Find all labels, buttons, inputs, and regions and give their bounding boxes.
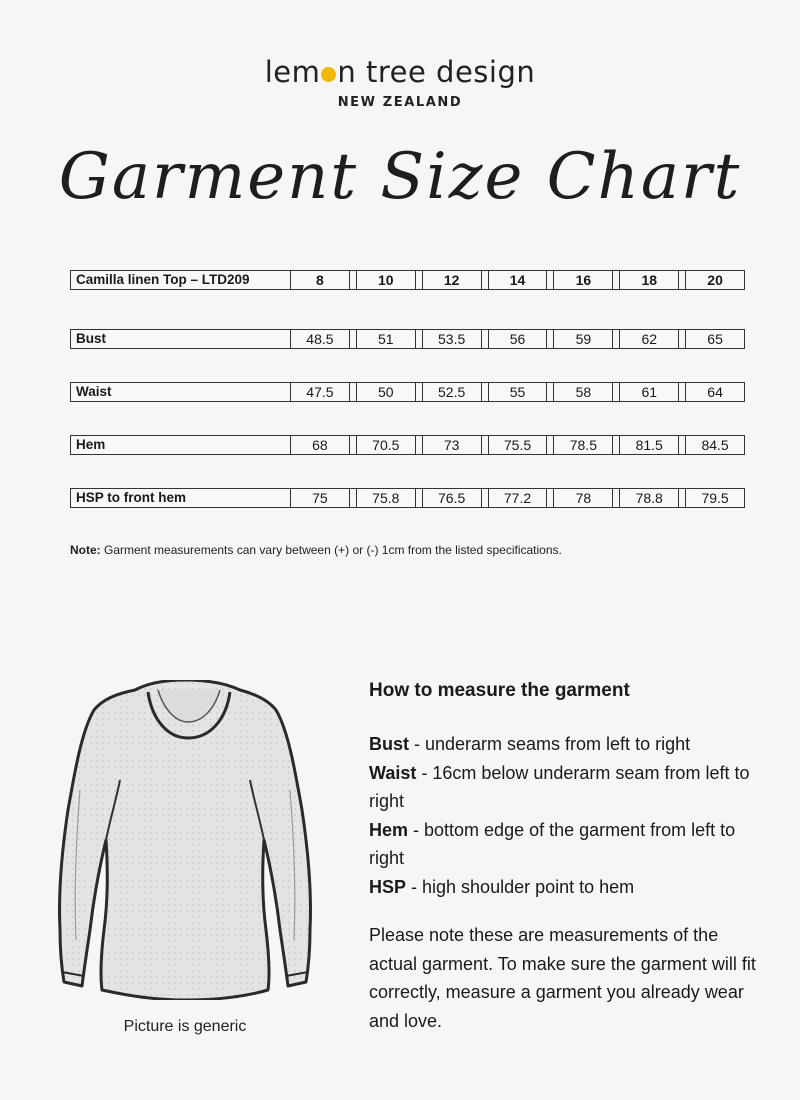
product-label: Camilla linen Top – LTD209: [71, 271, 291, 289]
table-cell: 70.5: [357, 436, 416, 454]
row-label: Bust: [71, 330, 291, 348]
table-cell: 73: [423, 436, 482, 454]
table-cell: 79.5: [701, 490, 729, 506]
brand-name-part2: n tree design: [337, 55, 536, 89]
brand-subtitle: NEW ZEALAND: [337, 95, 463, 110]
measurement-instructions: [369, 680, 769, 1035]
table-cell: 58: [554, 383, 613, 401]
table-cell: 76.5: [423, 489, 482, 507]
table-cell: 65: [707, 331, 723, 347]
page-title: Garment Size Chart: [58, 140, 742, 214]
table-cell: 78: [554, 489, 613, 507]
instructions-paragraph: Please note these are measurements of the actual garment. To make sure the garment will fit correctly, measure a garment you already wear and love.: [369, 925, 756, 1031]
brand-name-part1: lem: [264, 55, 321, 89]
size-header-cell: 12: [423, 271, 482, 289]
table-row: [70, 329, 745, 349]
table-cell: 47.5: [291, 383, 350, 401]
table-cell: 75: [291, 489, 350, 507]
size-header-cell: 10: [357, 271, 416, 289]
table-cell: 78.5: [554, 436, 613, 454]
table-cell: 55: [489, 383, 548, 401]
table-cell: 59: [554, 330, 613, 348]
instruction-item: [369, 759, 769, 816]
brand-header: [0, 55, 800, 110]
brand-logo: [264, 55, 536, 89]
long-sleeve-top-icon: [40, 680, 330, 1000]
table-cell: 50: [357, 383, 416, 401]
size-header-cell: 18: [620, 271, 679, 289]
instruction-term: Hem: [369, 819, 409, 840]
instruction-term: Waist: [369, 762, 417, 783]
instruction-item: [369, 873, 769, 902]
table-cell: 56: [489, 330, 548, 348]
instruction-desc: - underarm seams from left to right: [409, 734, 691, 754]
instruction-item: [369, 730, 769, 759]
instruction-desc: - high shoulder point to hem: [406, 876, 635, 897]
size-header-cell: 20: [707, 272, 723, 288]
size-header-row: [70, 270, 745, 290]
table-cell: 51: [357, 330, 416, 348]
table-row: [70, 488, 745, 508]
row-label: Waist: [71, 383, 291, 401]
table-cell: 75.5: [489, 436, 548, 454]
table-cell: 75.8: [357, 489, 416, 507]
table-cell: 62: [620, 330, 679, 348]
table-cell: 61: [620, 383, 679, 401]
instruction-desc: - bottom edge of the garment from left to right: [369, 819, 736, 868]
table-cell: 52.5: [423, 383, 482, 401]
note-label: Note:: [70, 543, 101, 557]
size-header-cell: 8: [291, 271, 350, 289]
table-row: [70, 382, 745, 402]
lemon-dot-icon: [321, 67, 336, 82]
table-cell: 81.5: [620, 436, 679, 454]
table-cell: 77.2: [489, 489, 548, 507]
instruction-term: Bust: [369, 734, 409, 754]
table-cell: 48.5: [291, 330, 350, 348]
table-cell: 84.5: [701, 437, 729, 453]
row-label: Hem: [71, 436, 291, 454]
table-cell: 68: [291, 436, 350, 454]
instruction-term: HSP: [369, 876, 407, 897]
instructions-heading: How to measure the garment: [369, 680, 630, 701]
table-cell: 78.8: [620, 489, 679, 507]
table-row: [70, 435, 745, 455]
note-text: Garment measurements can vary between (+) or (-) 1cm from the listed specifications.: [100, 543, 562, 557]
instruction-desc: - 16cm below underarm seam from left to right: [369, 762, 750, 811]
measurement-note: [70, 543, 562, 557]
row-label: HSP to front hem: [71, 489, 291, 507]
instruction-item: [369, 816, 769, 873]
table-cell: 64: [707, 384, 723, 400]
size-header-cell: 14: [489, 271, 548, 289]
size-header-cell: 16: [554, 271, 613, 289]
illustration-caption: Picture is generic: [123, 1018, 247, 1035]
table-cell: 53.5: [423, 330, 482, 348]
